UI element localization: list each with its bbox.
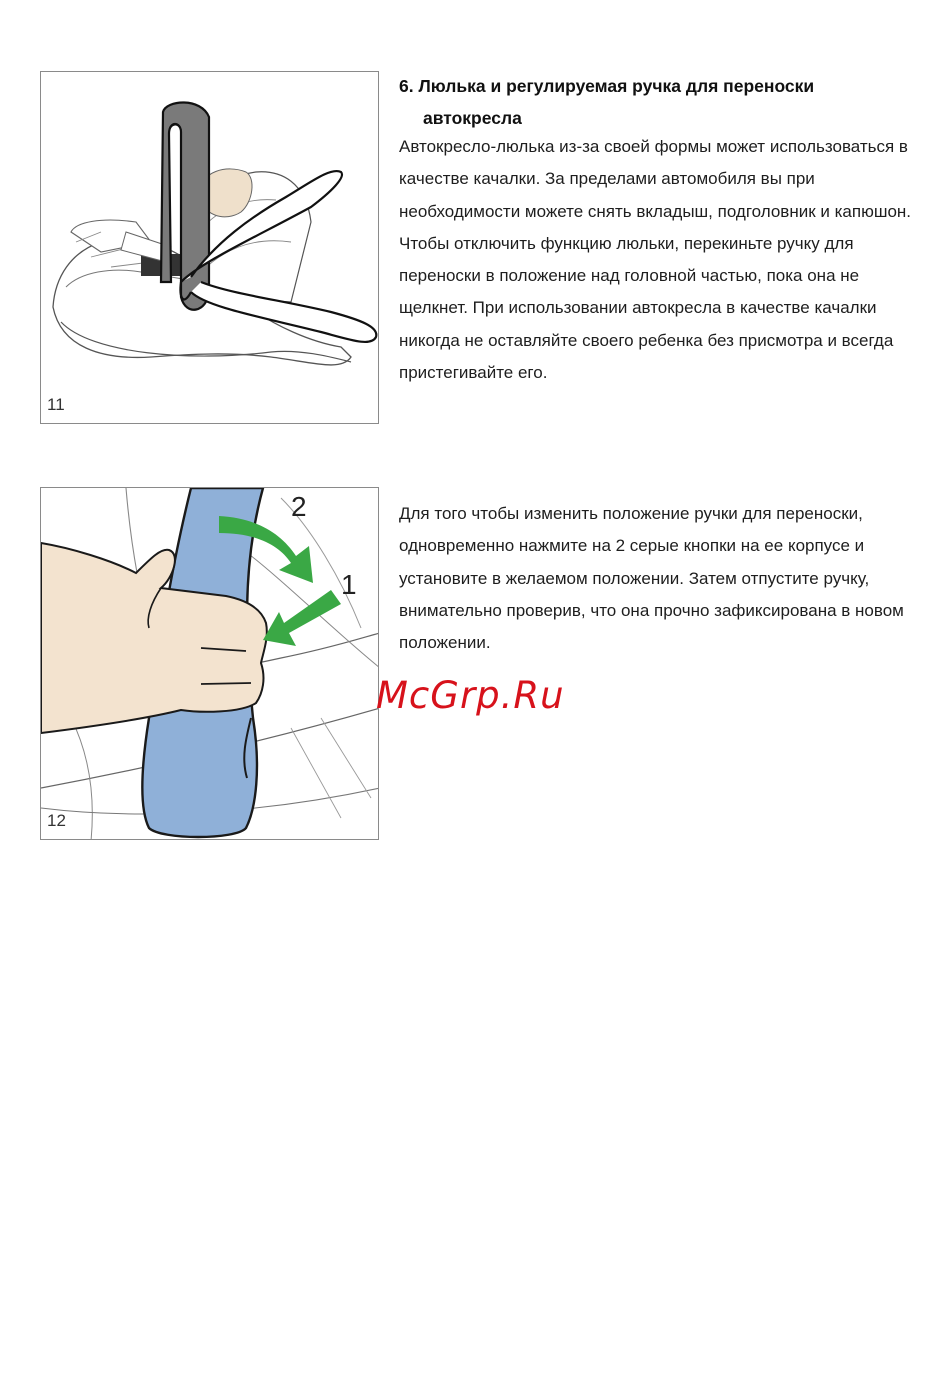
step-label-2: 2 [291, 491, 307, 522]
heading-line-1: 6. Люлька и регулируемая ручка для переноски [399, 76, 815, 96]
watermark-logo: McGrp.Ru [376, 674, 565, 717]
handle-adjust-illustration [41, 488, 379, 840]
heading-line-2: автокресла [423, 108, 522, 128]
section-heading [399, 70, 909, 134]
step-label-1: 1 [341, 569, 357, 600]
figure-12 [40, 487, 379, 840]
figure-number: 11 [47, 395, 65, 414]
figure-number: 12 [47, 811, 66, 830]
paragraph-rocking-function: Автокресло-люлька из-за своей формы может использоваться в качестве качалки. За пределами автомобиля вы при необходимости можете снять вкладыш, подголовник и капюшон. Чтобы отключить функцию люльки, перекиньте ручку для переноски в положение над головной частью, пока она не щелкнет. При использовании автокресла в качестве качалки никогда не оставляйте своего ребенка без присмотра и всегда пристегивайте его. [399, 137, 912, 383]
car-seat-illustration [41, 72, 379, 424]
paragraph-handle-adjust: Для того чтобы изменить положение ручки для переноски, одновременно нажмите на 2 серые кнопки на ее корпусе и установите в желаемом положении. Затем отпустите ручку, внимательно проверив, что она прочно зафиксирована в новом положении. [399, 504, 904, 653]
figure-11 [40, 71, 379, 424]
